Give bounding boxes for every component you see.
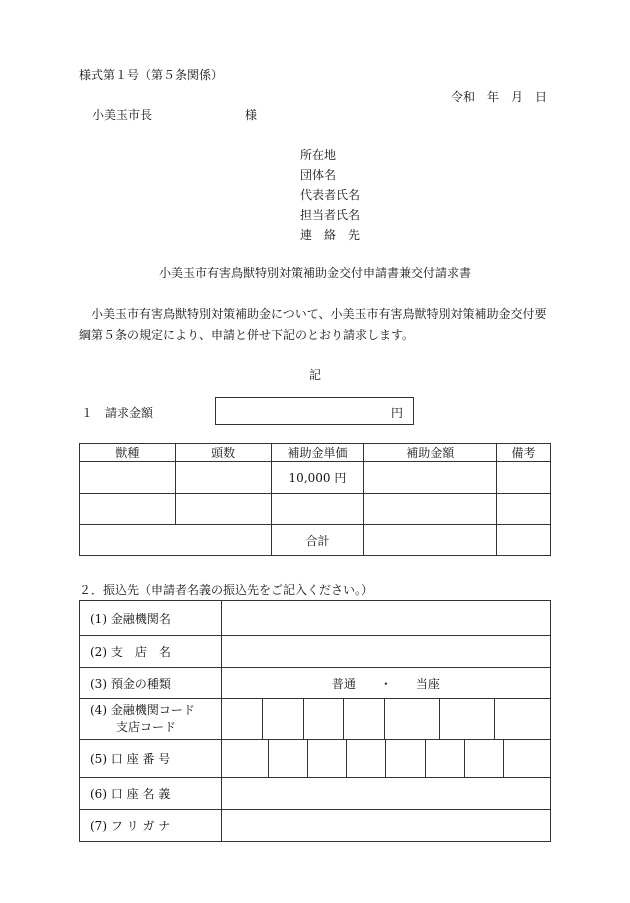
field-representative: 代表者氏名 — [300, 188, 361, 202]
label-account-number: (5) 口 座 番 号 — [80, 740, 222, 778]
cell-count-1[interactable] — [175, 462, 271, 494]
transfer-heading: ２．振込先（申請者名義の振込先をご記入ください。） — [79, 583, 374, 597]
branch-code-digit-2[interactable] — [440, 699, 495, 740]
cell-remarks-2[interactable] — [497, 494, 551, 525]
total-label: 合計 — [271, 525, 364, 556]
account-digit-2[interactable] — [307, 740, 346, 777]
body-line-1: 小美玉市有害鳥獣特別対策補助金について、小美玉市有害鳥獣特別対策補助金交付要 — [91, 307, 547, 321]
cell-total-blank — [80, 525, 272, 556]
amount-label: １ 請求金額 — [81, 406, 154, 420]
honorific: 様 — [245, 108, 258, 122]
field-contact-person: 担当者氏名 — [300, 208, 361, 222]
form-number: 様式第１号（第５条関係） — [79, 68, 224, 82]
account-number-cells — [221, 740, 550, 778]
bank-code-digit-2[interactable] — [262, 699, 303, 740]
transfer-table — [79, 600, 551, 842]
label-bank-code-line1: (4) 金融機関コード — [90, 703, 195, 717]
label-bank-code — [80, 699, 222, 740]
amount-unit: 円 — [390, 406, 403, 420]
header-count: 頭数 — [175, 444, 271, 462]
account-type-options[interactable]: 普通 ・ 当座 — [221, 668, 550, 699]
label-branch-code: 支店コード — [116, 720, 177, 734]
label-branch: (2) 支 店 名 — [80, 636, 222, 668]
cell-total-remarks[interactable] — [497, 525, 551, 556]
input-account-name[interactable] — [221, 778, 550, 810]
cell-count-2[interactable] — [175, 494, 271, 525]
header-unit-price: 補助金単価 — [271, 444, 364, 462]
amount-field[interactable] — [215, 397, 414, 425]
ki-label: 記 — [309, 368, 322, 382]
field-address: 所在地 — [300, 148, 337, 162]
account-digit-6[interactable] — [464, 740, 503, 777]
input-branch[interactable] — [221, 636, 550, 668]
body-line-2: 綱第５条の規定により、申請と併せ下記のとおり請求します。 — [79, 328, 415, 342]
cell-amount-1[interactable] — [364, 462, 497, 494]
account-digit-1[interactable] — [268, 740, 307, 777]
subsidy-table — [79, 443, 551, 556]
cell-unit-price: 10,000 円 — [271, 462, 364, 494]
cell-amount-2[interactable] — [364, 494, 497, 525]
account-number-spacer — [222, 740, 268, 777]
header-species: 獣種 — [80, 444, 176, 462]
input-furigana[interactable] — [221, 810, 550, 842]
document-title: 小美玉市有害鳥獣特別対策補助金交付申請書兼交付請求書 — [158, 266, 471, 280]
date-line: 令和 年 月 日 — [451, 90, 548, 104]
account-digit-3[interactable] — [346, 740, 385, 777]
cell-remarks-1[interactable] — [497, 462, 551, 494]
cell-species-1[interactable] — [80, 462, 176, 494]
cell-total-amount[interactable] — [364, 525, 497, 556]
label-bank-name: (1) 金融機関名 — [80, 601, 222, 636]
label-furigana: (7) フ リ ガ ナ — [80, 810, 222, 842]
account-digit-5[interactable] — [425, 740, 464, 777]
account-digit-4[interactable] — [385, 740, 424, 777]
account-digit-7[interactable] — [503, 740, 550, 777]
cell-unit-price-2[interactable] — [271, 494, 364, 525]
input-bank-name[interactable] — [221, 601, 550, 636]
field-contact: 連 絡 先 — [300, 228, 361, 242]
header-subsidy-amount: 補助金額 — [364, 444, 497, 462]
header-remarks: 備考 — [497, 444, 551, 462]
label-account-name: (6) 口 座 名 義 — [80, 778, 222, 810]
bank-code-digit-3[interactable] — [303, 699, 344, 740]
addressee: 小美玉市長 — [92, 108, 153, 122]
bank-code-digit-4[interactable] — [344, 699, 385, 740]
label-account-type: (3) 預金の種類 — [80, 668, 222, 699]
bank-code-digit-1[interactable] — [221, 699, 262, 740]
field-organization: 団体名 — [300, 168, 337, 182]
cell-species-2[interactable] — [80, 494, 176, 525]
branch-code-digit-3[interactable] — [495, 699, 551, 740]
branch-code-digit-1[interactable] — [385, 699, 440, 740]
